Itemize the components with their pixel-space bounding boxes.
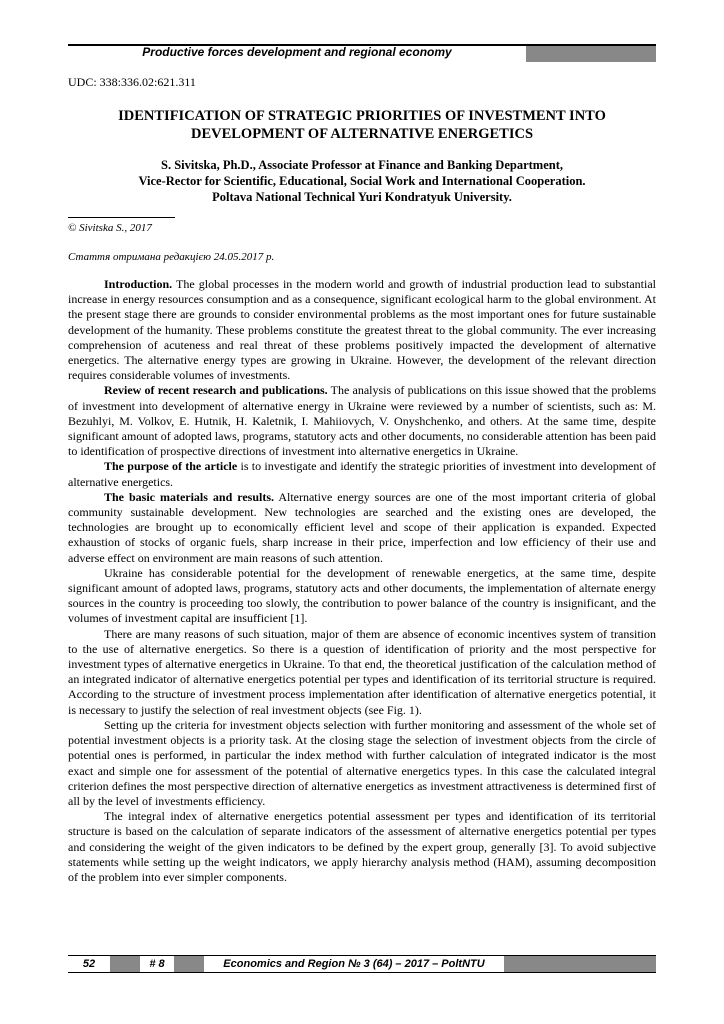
running-header-title: Productive forces development and regional economy xyxy=(142,45,452,59)
udc-code: UDC: 338:336.02:621.311 xyxy=(68,75,196,89)
paragraph-lead: Review of recent research and publications. xyxy=(104,383,328,398)
received-date: Стаття отримана редакцією 24.05.2017 р. xyxy=(68,251,275,263)
paragraph-text: The analysis of publications on this issue showed that the problems of investment into development of alternative energy in Ukraine were reviewed by a number of scientists, such as: M. Bezuhlyi, M. Volkov, E. Hutnik, H. Kaletnik, I. Mahiiovych, V. Onyshchenko, and others. At the same time, despite significant amount of adopted laws, programs, statutory acts and other documents, no considerable attention has been paid to identification of prospective directions of investment into alternative energetics in Ukraine. xyxy=(68,383,656,459)
author-line-3: Poltava National Technical Yuri Kondratyuk University. xyxy=(212,190,512,204)
issue-number: # 8 xyxy=(140,956,174,972)
paragraph-text: The integral index of alternative energetics potential assessment per types and identification of its territorial structure is based on the calculation of separate indicators of the assessment of alternative energetics potential per types and considering the weight of the given indicators to be defined by the expert group, generally [3]. To avoid subjective statements while setting up the weight indicators, we apply hierarchy analysis method (HAM), assuming decomposition of the problem into ever simpler components. xyxy=(68,809,656,884)
paragraph-text: Ukraine has considerable potential for the development of renewable energetics, at the same time, despite significant amount of adopted laws, programs, statutory acts and other documents, the implementation of alternate energy sources in the country is proceeding too slowly, the contribution to power balance of the country is insignificant, and the volumes of investment capital are insufficient [1]. xyxy=(68,565,656,626)
paragraph xyxy=(68,718,656,809)
paragraph-text: Alternative energy sources are one of the most important criteria of global community sustainable development. New technologies are searched and the existing ones are developed, the technologies are brought up to economically efficient level and scope of their application is expanded. Expected exhaustion of stocks of organic fuels, sharp increase in their price, imperfection and low efficiency of their use and adverse effect on environment are main reasons of such attention. xyxy=(68,489,656,565)
paragraph-text: is to investigate and identify the strategic priorities of investment into development of alternative energetics. xyxy=(68,459,656,489)
paragraph xyxy=(68,459,656,489)
paragraph xyxy=(68,566,656,627)
paragraph-text: Setting up the criteria for investment objects selection with further monitoring and assessment of the whole set of potential investment objects is a priority task. At the closing stage the selection of investment objects from the circle of potential ones is performed, in particular the index method with further calculation of integrated indicator is the most exact and simple one for assessment of the potential of alternative energetics types. In this case the calculated integral criterion defines the most perspective direction of alternative energetics as investment attractiveness is determined first of all by the level of investments efficiency. xyxy=(68,717,656,808)
divider xyxy=(68,217,175,218)
paragraph-lead: The basic materials and results. xyxy=(104,489,275,504)
article-body xyxy=(68,277,656,885)
paragraph-lead: Introduction. xyxy=(104,277,173,291)
running-footer xyxy=(68,955,656,973)
author-line-1: S. Sivitska, Ph.D., Associate Professor at Finance and Banking Department, xyxy=(161,158,563,172)
paragraph xyxy=(68,627,656,718)
paragraph-lead: The purpose of the article xyxy=(104,459,238,474)
paragraph xyxy=(68,809,656,885)
paragraph xyxy=(68,383,656,459)
copyright: © Sivitska S., 2017 xyxy=(68,222,152,234)
author-block xyxy=(68,157,656,205)
paragraph-text: There are many reasons of such situation, major of them are absence of economic incentives system of transition to the use of alternative energetics. So there is a question of identification of priority and the most perspective for investment types of alternative energetics in Ukraine. To that end, the theoretical justification of the calculation method of an integrated indicator of alternative energetics potential per types and identification of its territorial structure is required. According to the structure of investment process implementation after identification of alternative energetics potential, it is necessary to justify the selection of real investment objects (see Fig. 1). xyxy=(68,626,656,717)
article-title: IDENTIFICATION OF STRATEGIC PRIORITIES OF INVESTMENT INTO DEVELOPMENT OF ALTERNATIVE ENERGETICS xyxy=(118,108,606,142)
page-number: 52 xyxy=(68,956,110,972)
paragraph xyxy=(68,490,656,566)
paragraph-text: The global processes in the modern world and growth of industrial production lead to substantial increase in energy resources consumption and as a consequence, significant ecological harm to the global environment. At the present stage there are grounds to consider environmental problems as the most important ones for future sustainable development of the humanity. These problems constitute the greatest threat to the global community. The ever increasing comprehension of acuteness and real threat of these problems positively impacted the development of alternative energetics. The alternative energy types are growing in Ukraine. However, the development of the relevant direction requires considerable volumes of investments. xyxy=(68,277,656,383)
paragraph xyxy=(68,277,656,383)
author-line-2: Vice-Rector for Scientific, Educational, Social Work and International Cooperation. xyxy=(138,174,586,188)
journal-name: Economics and Region № 3 (64) – 2017 – PoltNTU xyxy=(204,956,504,972)
